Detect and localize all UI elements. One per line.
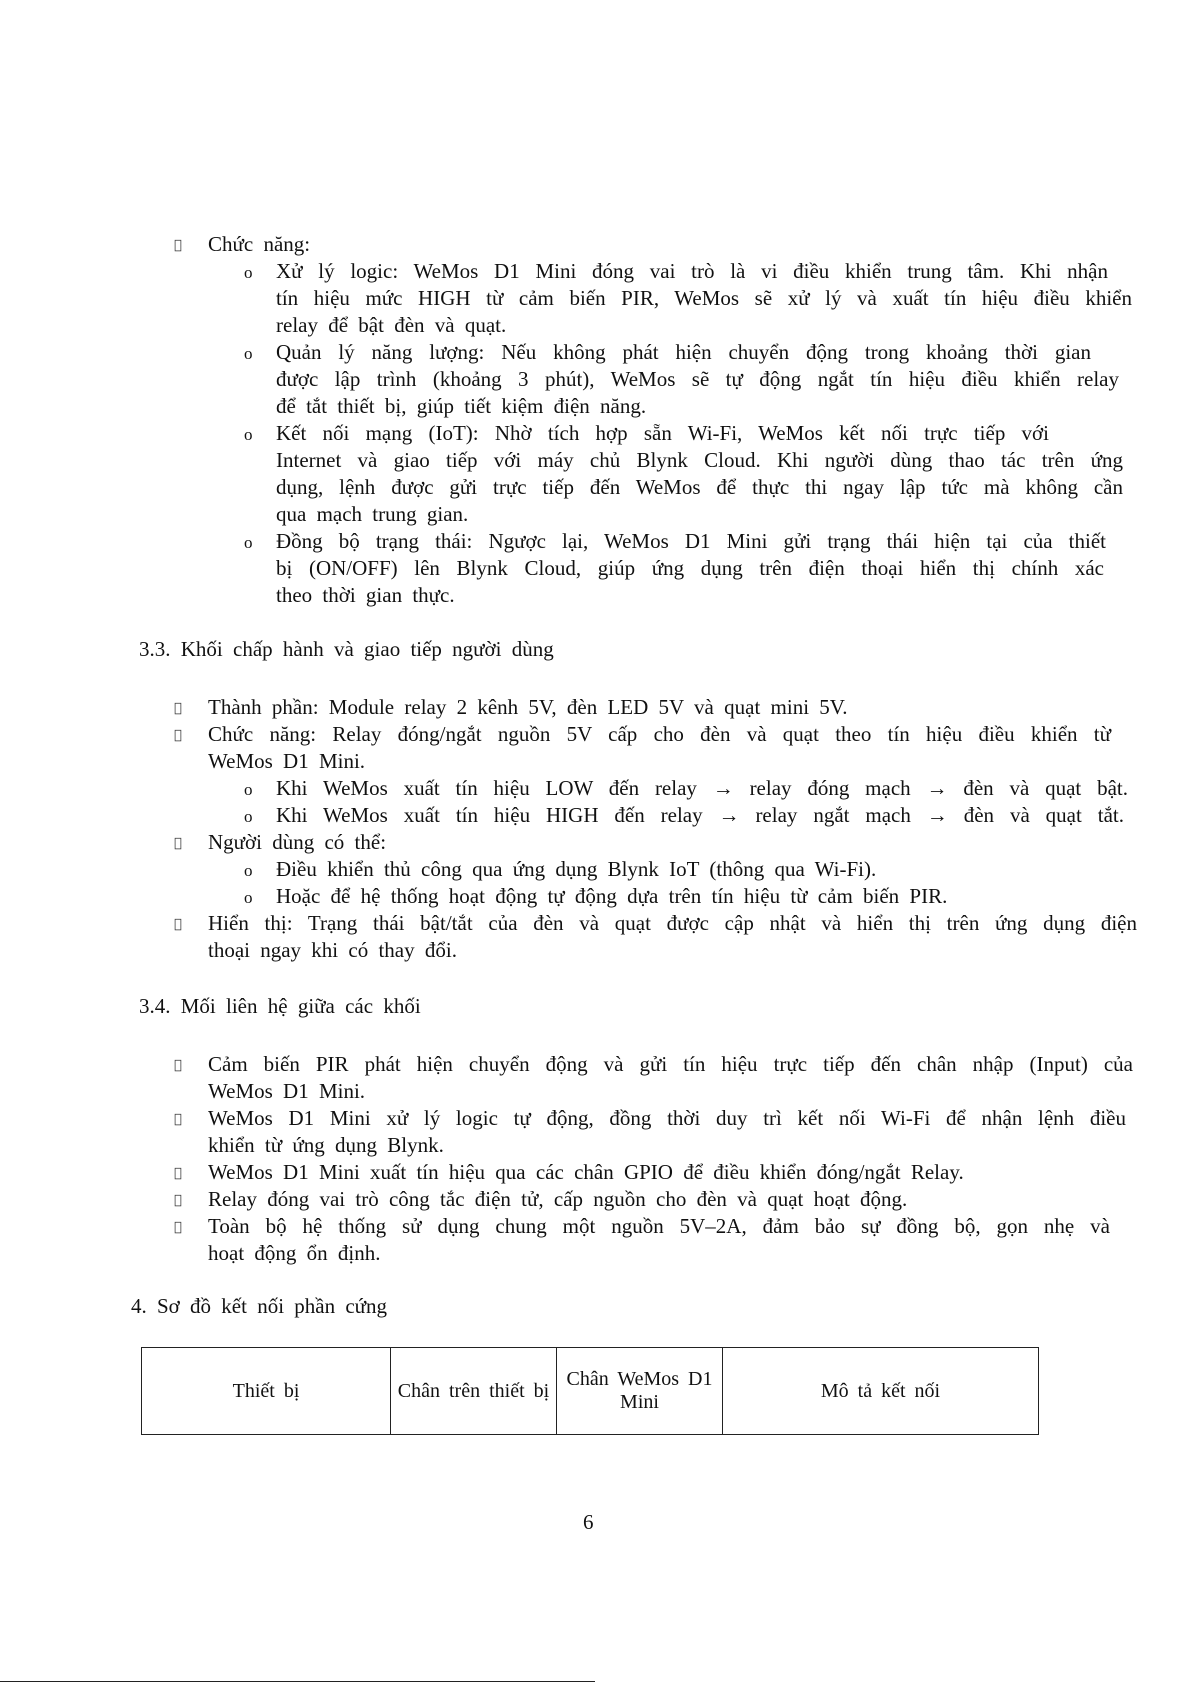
- bullet-icon: [174, 911, 182, 938]
- item-ket-noi-mang-line4: qua mạch trung gian.: [276, 502, 469, 526]
- sub-bullet-icon: o: [244, 533, 253, 552]
- item-dong-bo-line2: bị (ON/OFF) lên Blynk Cloud, giúp ứng dụng trên điện thoại hiển thị chính xác: [276, 556, 1104, 580]
- hien-thi-line2: thoại ngay khi có thay đổi.: [208, 938, 457, 962]
- lien-he-1-line1: Cảm biến PIR phát hiện chuyển động và gửi tín hiệu trực tiếp đến chân nhập (Input) của: [208, 1052, 1133, 1076]
- lien-he-1-line2: WeMos D1 Mini.: [208, 1079, 366, 1103]
- sub-bullet-icon: o: [244, 861, 253, 880]
- sub-bullet-icon: o: [244, 263, 253, 282]
- item-dong-bo-line3: theo thời gian thực.: [276, 583, 455, 607]
- thanh-phan-text: Thành phần: Module relay 2 kênh 5V, đèn LED 5V và quạt mini 5V.: [208, 695, 848, 719]
- lien-he-2-line1: WeMos D1 Mini xử lý logic tự động, đồng thời duy trì kết nối Wi-Fi để nhận lệnh điều: [208, 1106, 1126, 1130]
- sub-bullet-icon: o: [244, 425, 253, 444]
- item-ket-noi-mang-line3: dụng, lệnh được gửi trực tiếp đến WeMos để thực thi ngay lập tức mà không cần: [276, 475, 1123, 499]
- bullet-icon: [174, 1214, 182, 1241]
- bullet-icon: [174, 1106, 182, 1133]
- sub-bullet-icon: o: [244, 780, 253, 799]
- nguoi-dung-text: Người dùng có thể:: [208, 830, 387, 854]
- lien-he-5-line2: hoạt động ổn định.: [208, 1241, 381, 1265]
- lien-he-4-text: Relay đóng vai trò công tắc điện tử, cấp nguồn cho đèn và quạt hoạt động.: [208, 1187, 908, 1211]
- table-header-mo-ta: Mô tả kết nối: [723, 1348, 1039, 1435]
- section-3-3-title: 3.3. Khối chấp hành và giao tiếp người dùng: [139, 637, 554, 661]
- relay-high-text: Khi WeMos xuất tín hiệu HIGH đến relay → relay ngắt mạch → đèn và quạt tắt.: [276, 803, 1124, 827]
- relay-low-text: Khi WeMos xuất tín hiệu LOW đến relay → relay đóng mạch → đèn và quạt bật.: [276, 776, 1128, 800]
- table-header-row: [142, 1348, 1039, 1435]
- table-header-chan-wemos: Chân WeMos D1 Mini: [557, 1348, 723, 1435]
- bullet-icon: [174, 232, 182, 259]
- bullet-icon: [174, 1160, 182, 1187]
- item-ket-noi-mang-line2: Internet và giao tiếp với máy chủ Blynk Cloud. Khi người dùng thao tác trên ứng: [276, 448, 1123, 472]
- chuc-nang-line2: WeMos D1 Mini.: [208, 749, 366, 773]
- chuc-nang-line1: Chức năng: Relay đóng/ngắt nguồn 5V cấp cho đèn và quạt theo tín hiệu điều khiển từ: [208, 722, 1111, 746]
- bullet-icon: [174, 830, 182, 857]
- footer-divider: [0, 1681, 595, 1682]
- lien-he-3-text: WeMos D1 Mini xuất tín hiệu qua các chân GPIO để điều khiển đóng/ngắt Relay.: [208, 1160, 964, 1184]
- sub-bullet-icon: o: [244, 807, 253, 826]
- item-ket-noi-mang-line1: Kết nối mạng (IoT): Nhờ tích hợp sẵn Wi-Fi, WeMos kết nối trực tiếp với: [276, 421, 1049, 445]
- section-4-title: 4. Sơ đồ kết nối phần cứng: [131, 1294, 388, 1318]
- bullet-icon: [174, 722, 182, 749]
- lien-he-2-line2: khiển từ ứng dụng Blynk.: [208, 1133, 444, 1157]
- sub-bullet-icon: o: [244, 344, 253, 363]
- dieu-khien-blynk-text: Điều khiển thủ công qua ứng dụng Blynk IoT (thông qua Wi-Fi).: [276, 857, 877, 881]
- section-3-4-title: 3.4. Mối liên hệ giữa các khối: [139, 994, 421, 1018]
- item-xu-ly-logic-line3: relay để bật đèn và quạt.: [276, 313, 507, 337]
- bullet-icon: [174, 1052, 182, 1079]
- lien-he-5-line1: Toàn bộ hệ thống sử dụng chung một nguồn 5V–2A, đảm bảo sự đồng bộ, gọn nhẹ và: [208, 1214, 1110, 1238]
- hardware-connection-table: [141, 1347, 1039, 1435]
- item-quan-ly-nang-luong-line2: được lập trình (khoảng 3 phút), WeMos sẽ tự động ngắt tín hiệu điều khiển relay: [276, 367, 1119, 391]
- table-header-thiet-bi: Thiết bị: [142, 1348, 391, 1435]
- bullet-icon: [174, 1187, 182, 1214]
- bullet-chuc-nang: Chức năng:: [208, 232, 311, 256]
- item-xu-ly-logic-line1: Xử lý logic: WeMos D1 Mini đóng vai trò là vi điều khiển trung tâm. Khi nhận: [276, 259, 1108, 283]
- table-header-chan-thiet-bi: Chân trên thiết bị: [391, 1348, 557, 1435]
- tu-dong-pir-text: Hoặc để hệ thống hoạt động tự động dựa trên tín hiệu từ cảm biến PIR.: [276, 884, 948, 908]
- hien-thi-line1: Hiển thị: Trạng thái bật/tắt của đèn và quạt được cập nhật và hiển thị trên ứng dụng điện: [208, 911, 1137, 935]
- item-xu-ly-logic-line2: tín hiệu mức HIGH từ cảm biến PIR, WeMos sẽ xử lý và xuất tín hiệu điều khiển: [276, 286, 1132, 310]
- item-dong-bo-line1: Đồng bộ trạng thái: Ngược lại, WeMos D1 Mini gửi trạng thái hiện tại của thiết: [276, 529, 1106, 553]
- page-number: 6: [583, 1510, 594, 1534]
- sub-bullet-icon: o: [244, 888, 253, 907]
- item-quan-ly-nang-luong-line1: Quản lý năng lượng: Nếu không phát hiện chuyển động trong khoảng thời gian: [276, 340, 1091, 364]
- item-quan-ly-nang-luong-line3: để tắt thiết bị, giúp tiết kiệm điện năng.: [276, 394, 647, 418]
- bullet-icon: [174, 695, 182, 722]
